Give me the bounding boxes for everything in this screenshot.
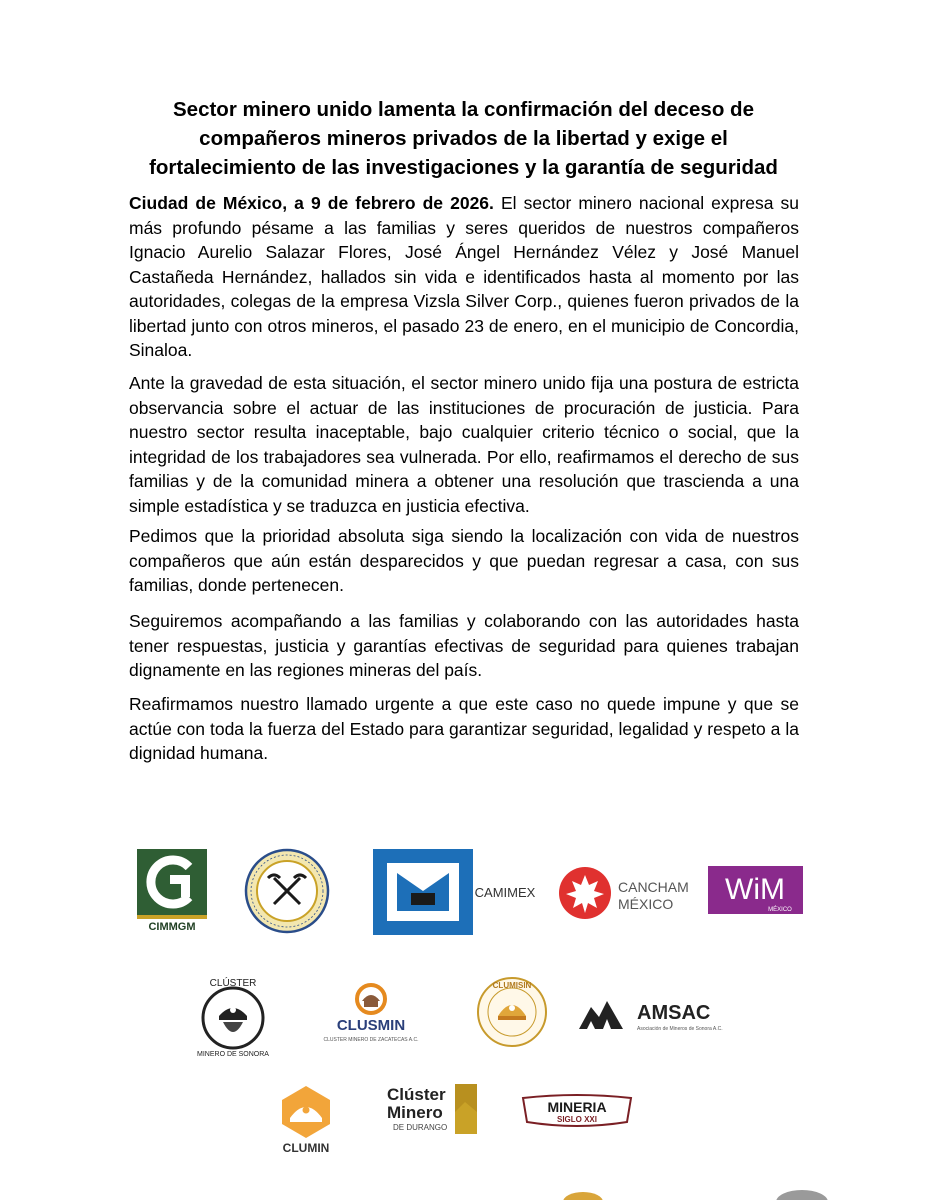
durango-line-2: Minero [387, 1103, 443, 1122]
wim-sub: MÉXICO [768, 907, 792, 913]
mineria-label: MINERIA [547, 1099, 607, 1115]
amsac-label: AMSAC [637, 1002, 711, 1024]
camimex-logo [373, 849, 535, 935]
sonora-bottom: MINERO DE SONORA [197, 1051, 269, 1058]
paragraph-1 [129, 191, 799, 363]
cancham-logo [558, 866, 704, 922]
wim-logo [708, 866, 803, 914]
durango-line-3: DE DURANGO [393, 1123, 448, 1132]
amsac-sub: Asociación de Mineros de Sonora A.C. [637, 1026, 723, 1032]
cancham-label-1: CANCHAM [618, 879, 689, 895]
title-line-3: fortalecimiento de las investigaciones y la garantía de seguridad [149, 156, 778, 179]
title-line-2: compañeros mineros privados de la libertad y exige el [199, 127, 728, 150]
sonora-top: CLÚSTER [209, 978, 257, 989]
aimmgm-seal-logo [244, 848, 330, 934]
clusmin-sub: CLUSTER MINERO DE ZACATECAS A.C. [323, 1037, 419, 1043]
partial-bottom-logo-left [560, 1190, 606, 1200]
document-title [100, 95, 827, 182]
clumisin-label: CLUMISIN [492, 981, 532, 990]
amsac-logo [577, 995, 723, 1035]
cimmgm-label: CIMMGM [148, 921, 196, 931]
camimex-label: CAMIMEX [474, 885, 535, 900]
cluster-sonora-logo [193, 976, 275, 1058]
cimmgm-logo [137, 849, 207, 931]
cluster-durango-logo [385, 1082, 479, 1136]
partial-bottom-logo-right [772, 1188, 832, 1200]
cancham-label-2: MÉXICO [618, 896, 674, 912]
mineria-sub: SIGLO XXI [556, 1115, 598, 1124]
paragraph-3: Pedimos que la prioridad absoluta siga siendo la localización con vida de nuestros compañeros que aún están desparecidos y que puedan regresar a casa, con sus familias, donde pertenecen. [129, 526, 799, 595]
durango-line-1: Clúster [387, 1085, 446, 1104]
paragraph-2: Ante la gravedad de esta situación, el sector minero unido fija una postura de estricta observancia sobre el actuar de las instituciones de procuración de justicia. Para nuestro sector resulta inaceptable, bajo cualquier criterio técnico o social, que la integridad de los trabajadores sea vulnerada. Por ello, reafirmamos el derecho de sus familias y de la comunidad minera a obtener una resolución que trascienda a una simple estadística y se traduzca en justicia efectiva. [129, 373, 799, 516]
dateline: Ciudad de México, a 9 de febrero de 2026. [129, 193, 494, 213]
title-line-1: Sector minero unido lamenta la confirmación del deceso de [173, 98, 754, 121]
clumisin-logo [476, 976, 548, 1048]
paragraph-1-text: El sector minero nacional expresa su más profundo pésame a las familias y seres queridos de nuestros compañeros Ignacio Aurelio Salazar Flores, José Ángel Hernández Vélez y José Manuel Castañeda Hernández, hallados sin vida e identificados hasta al momento por las autoridades, colegas de la empresa Vizsla Silver Corp., quienes fueron privados de la libertad junto con otros mineros, el pasado 23 de enero, en el municipio de Concordia, Sinaloa. [129, 193, 799, 360]
clusmin-logo [320, 983, 422, 1045]
mineria-siglo-xxi-logo [519, 1092, 635, 1132]
clumin-logo [274, 1082, 338, 1156]
paragraph-4: Seguiremos acompañando a las familias y colaborando con las autoridades hasta tener respuestas, justicia y garantías efectivas de seguridad para quienes trabajan dignamente en las regiones mineras del país. [129, 611, 799, 680]
paragraph-5: Reafirmamos nuestro llamado urgente a que este caso no quede impune y que se actúe con toda la fuerza del Estado para garantizar seguridad, legalidad y respeto a la dignidad humana. [129, 694, 799, 763]
wim-label: WiM [725, 873, 785, 906]
clumin-label: CLUMIN [282, 1141, 330, 1155]
clusmin-label: CLUSMIN [336, 1017, 406, 1034]
